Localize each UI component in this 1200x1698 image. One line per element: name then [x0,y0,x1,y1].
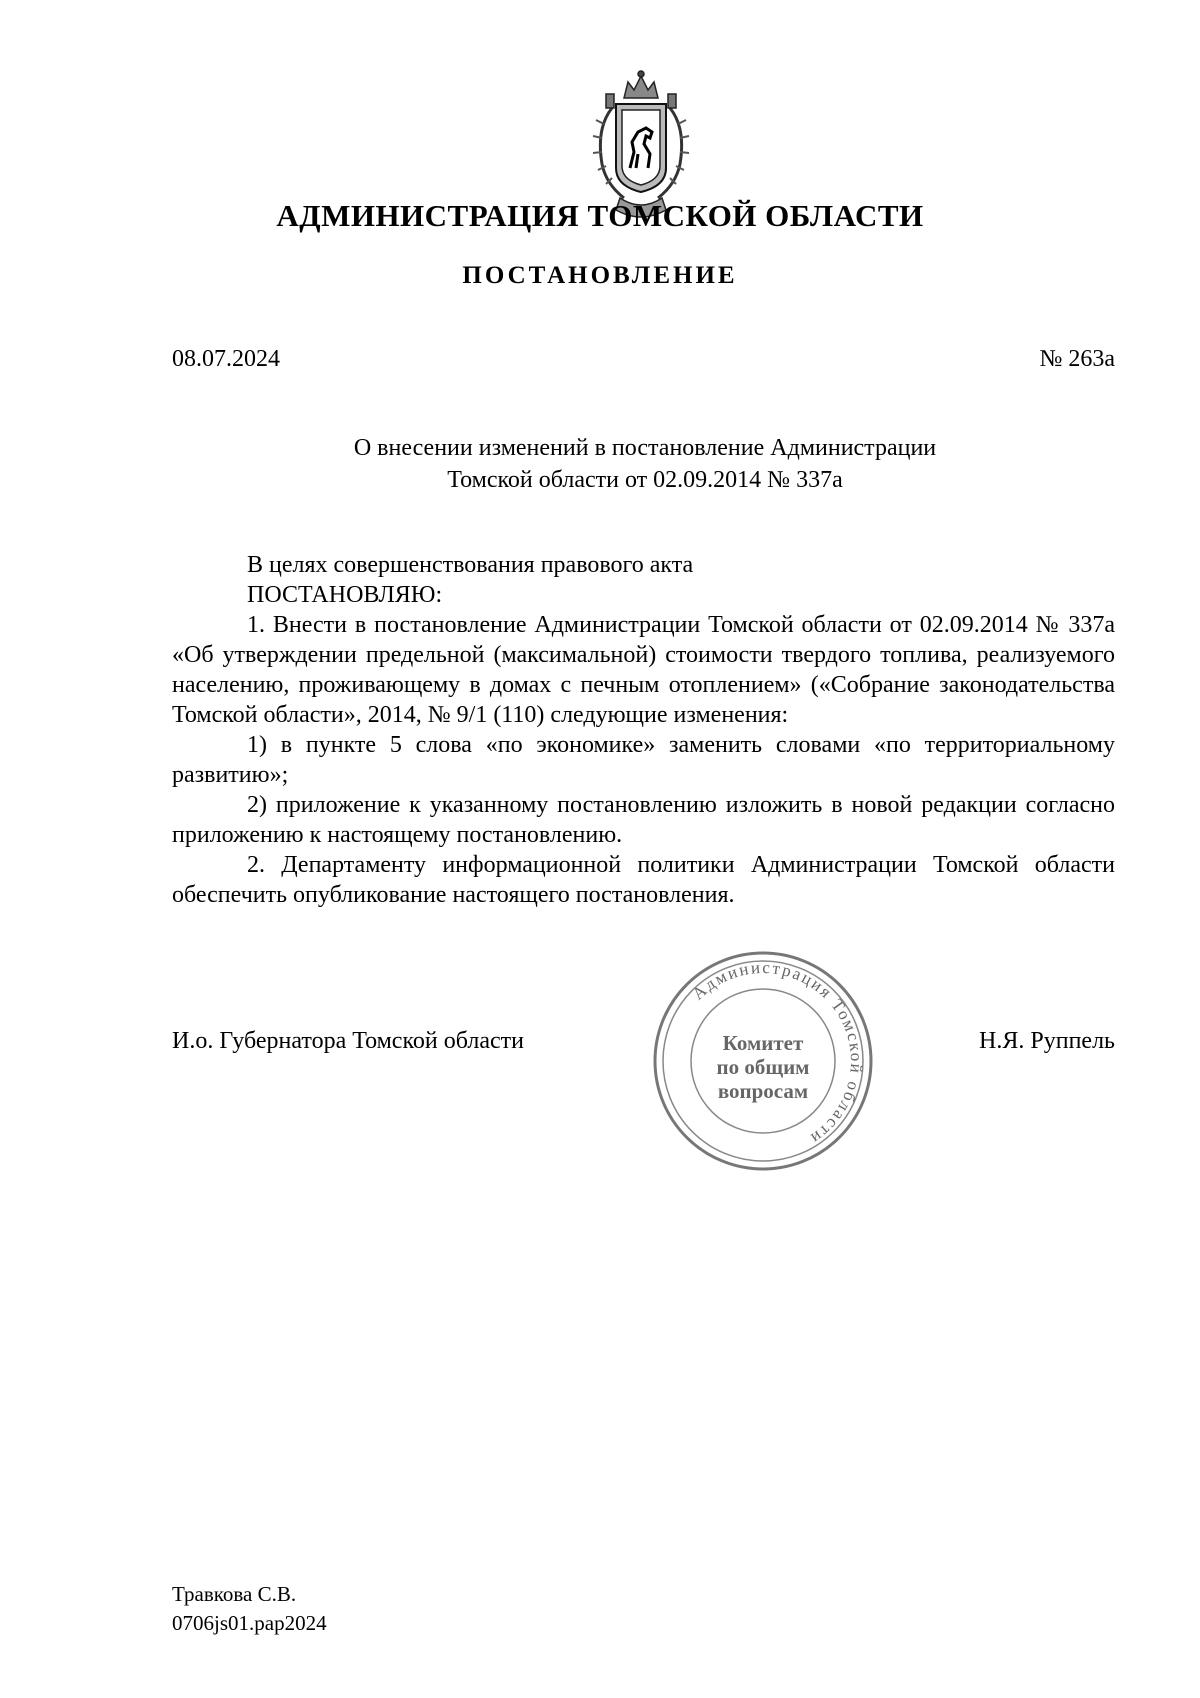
resolve-paragraph: ПОСТАНОВЛЯЮ: [247,582,443,608]
subject-line-2: Томской области от 02.09.2014 № 337а [447,467,843,493]
organization-title: АДМИНИСТРАЦИЯ ТОМСКОЙ ОБЛАСТИ [276,198,924,233]
document-body [172,550,1115,910]
stamp-center-line-1: Комитет [722,1031,804,1055]
official-stamp [650,948,876,1174]
stamp-center-line-3: вопросам [717,1079,809,1103]
subject-line-1: О внесении изменений в постановление Администрации [353,435,937,461]
document-number: № 263а [1039,346,1115,372]
purpose-paragraph: В целях совершенствования правового акта [247,552,694,578]
date-number-row [172,346,1115,373]
signatory-name: Н.Я. Руппель [979,1028,1115,1054]
signatory-position: И.о. Губернатора Томской области [172,1028,524,1054]
item-2-paragraph: 2. Департаменту информационной политики Администрации Томской области обеспечить опубликование настоящего постановления. [172,852,1115,908]
item-1-2-paragraph: 2) приложение к указанному постановлению изложить в новой редакции согласно приложению к настоящему постановлению. [172,792,1115,848]
stamp-ring-text: Администрация Томской области [688,957,867,1149]
executor-name: Травкова С.В. [172,1582,297,1606]
item-1-paragraph: 1. Внести в постановление Администрации Томской области от 02.09.2014 № 337а «Об утверждении предельной (максимальной) стоимости твердого топлива, реализуемого населению, проживающему в домах с печным отоплением» («Собрание законодательства Томской области», 2014, № 9/1 (110) следующие изменения: [172,612,1115,728]
document-date: 08.07.2024 [172,346,280,372]
stamp-center-line-2: по общим [716,1055,810,1079]
signature-row [172,1028,1115,1055]
item-1-1-paragraph: 1) в пункте 5 слова «по экономике» заменить словами «по территориальному развитию»; [172,732,1115,788]
document-subject [250,432,1040,496]
document-type-heading: ПОСТАНОВЛЕНИЕ [462,262,738,289]
file-code: 0706js01.рар2024 [172,1611,327,1635]
document-footer [172,1580,327,1638]
